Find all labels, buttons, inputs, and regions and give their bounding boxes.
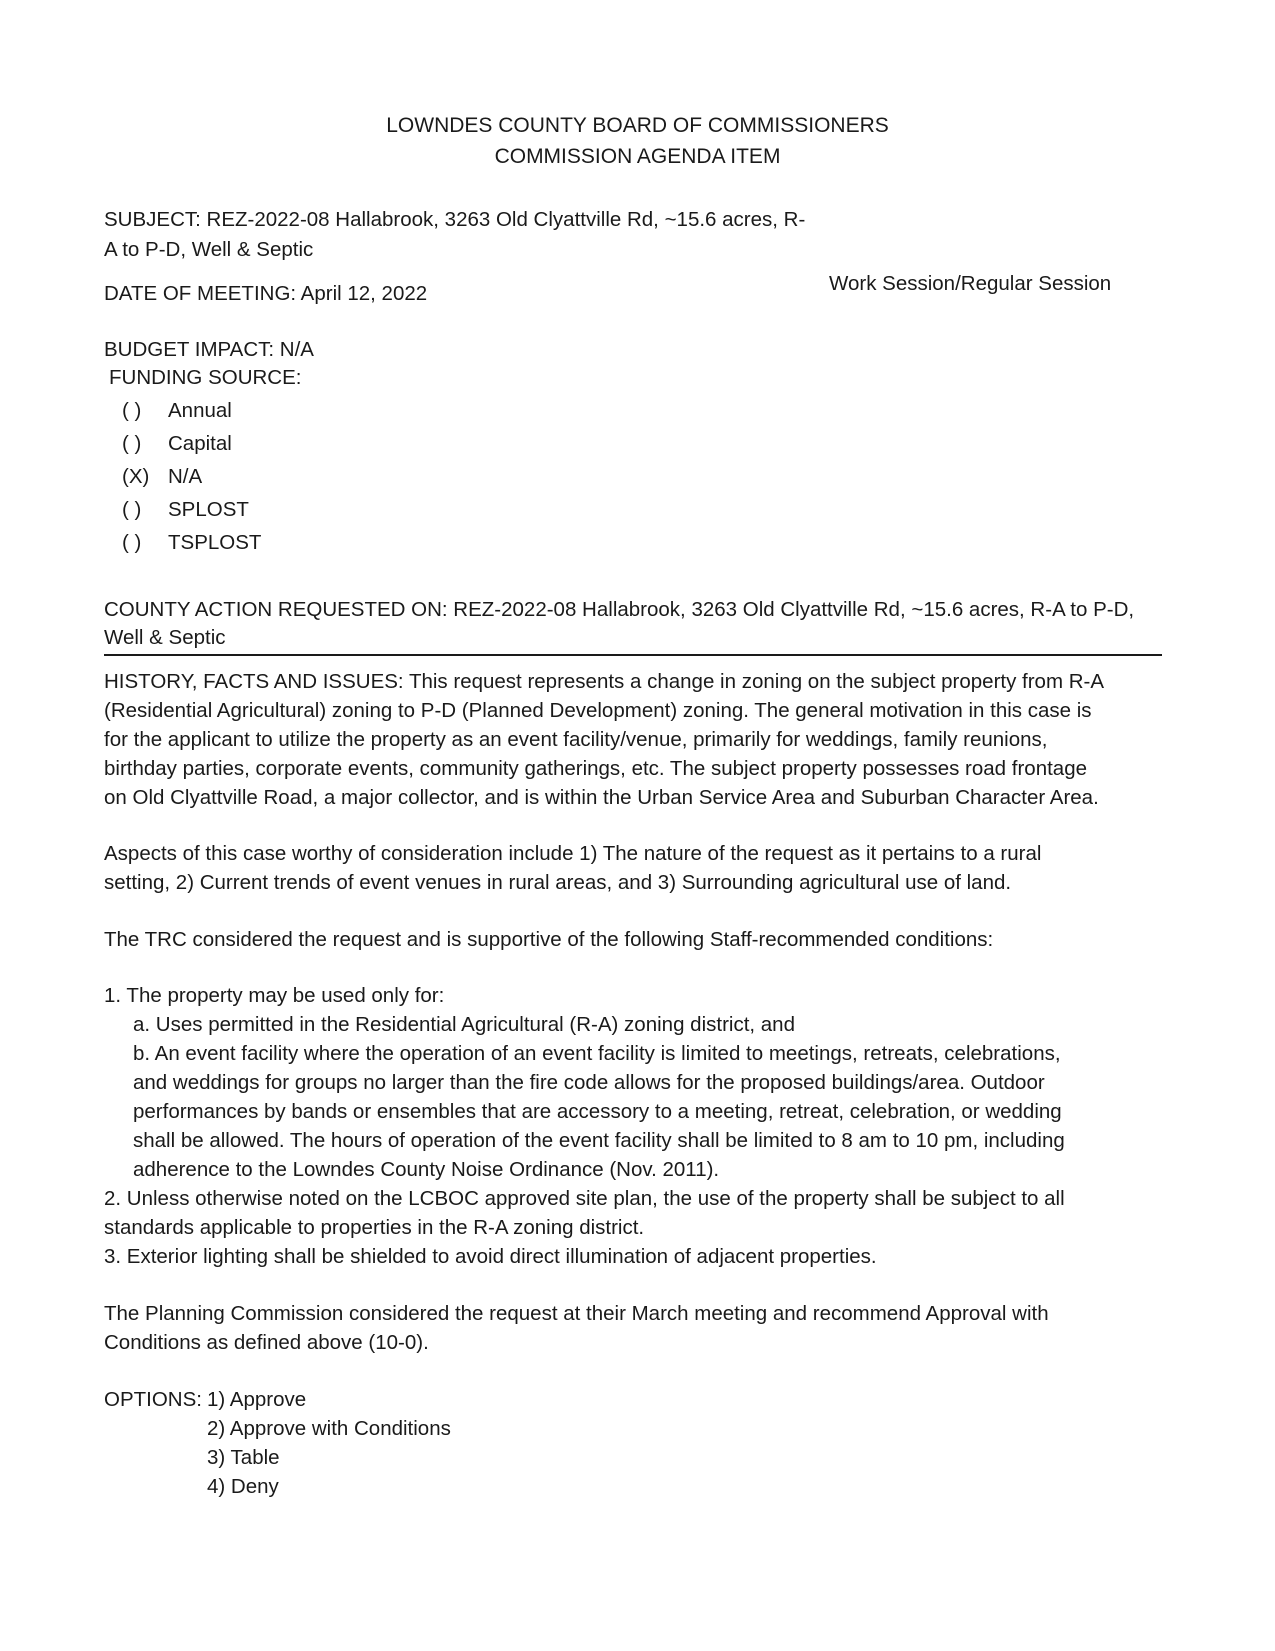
funding-checkbox-annual: ( ): [122, 399, 142, 422]
condition-1b-line: performances by bands or ensembles that are accessory to a meeting, retreat, celebration, or wedding: [133, 1100, 1062, 1123]
subject-line-2: A to P-D, Well & Septic: [104, 238, 314, 261]
option-item: 4) Deny: [207, 1475, 279, 1498]
document-subtitle: COMMISSION AGENDA ITEM: [494, 145, 781, 168]
planning-line: Conditions as defined above (10-0).: [104, 1331, 429, 1354]
funding-checkbox-tsplost: ( ): [122, 531, 142, 554]
condition-3: 3. Exterior lighting shall be shielded to avoid direct illumination of adjacent properties.: [104, 1245, 877, 1268]
history-line: birthday parties, corporate events, community gatherings, etc. The subject property possesses road frontage: [104, 757, 1087, 780]
funding-option-tsplost: TSPLOST: [168, 531, 262, 554]
condition-1b-line: b. An event facility where the operation of an event facility is limited to meetings, retreats, celebrations,: [133, 1042, 1061, 1065]
subject-line-1: SUBJECT: REZ-2022-08 Hallabrook, 3263 Old Clyattville Rd, ~15.6 acres, R-: [104, 208, 806, 231]
planning-line: The Planning Commission considered the request at their March meeting and recommend Approval with: [104, 1302, 1049, 1325]
document-title: LOWNDES COUNTY BOARD OF COMMISSIONERS: [386, 114, 889, 137]
section-divider: [104, 654, 1162, 656]
funding-source-label: FUNDING SOURCE:: [109, 366, 302, 389]
county-action-line-2: Well & Septic: [104, 626, 226, 649]
condition-2-line: 2. Unless otherwise noted on the LCBOC approved site plan, the use of the property shall be subject to all: [104, 1187, 1065, 1210]
condition-2-line: standards applicable to properties in the R-A zoning district.: [104, 1216, 645, 1239]
history-line: (Residential Agricultural) zoning to P-D (Planned Development) zoning. The general motivation in this case is: [104, 699, 1092, 722]
option-item: 3) Table: [207, 1446, 280, 1469]
funding-option-annual: Annual: [168, 399, 232, 422]
condition-1b-line: adherence to the Lowndes County Noise Ordinance (Nov. 2011).: [133, 1158, 720, 1181]
history-line: on Old Clyattville Road, a major collector, and is within the Urban Service Area and Suburban Character Area.: [104, 786, 1099, 809]
session-type: Work Session/Regular Session: [829, 272, 1112, 295]
option-item: 1) Approve: [207, 1388, 307, 1411]
trc-statement: The TRC considered the request and is supportive of the following Staff-recommended conditions:: [104, 928, 994, 951]
history-line: for the applicant to utilize the property as an event facility/venue, primarily for weddings, family reunions,: [104, 728, 1048, 751]
meeting-date: DATE OF MEETING: April 12, 2022: [104, 282, 428, 305]
county-action-line-1: COUNTY ACTION REQUESTED ON: REZ-2022-08 Hallabrook, 3263 Old Clyattville Rd, ~15.6 acres, R-A to P-D,: [104, 598, 1135, 621]
aspects-line: setting, 2) Current trends of event venues in rural areas, and 3) Surrounding agricultural use of land.: [104, 871, 1012, 894]
funding-option-capital: Capital: [168, 432, 232, 455]
funding-checkbox-na: (X): [122, 465, 150, 488]
funding-option-splost: SPLOST: [168, 498, 249, 521]
condition-1b-line: and weddings for groups no larger than the fire code allows for the proposed buildings/area. Outdoor: [133, 1071, 1045, 1094]
aspects-line: Aspects of this case worthy of consideration include 1) The nature of the request as it pertains to a rural: [104, 842, 1042, 865]
history-line: HISTORY, FACTS AND ISSUES: This request represents a change in zoning on the subject property from R-A: [104, 670, 1105, 693]
funding-option-na: N/A: [168, 465, 203, 488]
option-item: 2) Approve with Conditions: [207, 1417, 451, 1440]
condition-1: 1. The property may be used only for:: [104, 984, 445, 1007]
budget-impact: BUDGET IMPACT: N/A: [104, 338, 314, 361]
funding-checkbox-capital: ( ): [122, 432, 142, 455]
funding-checkbox-splost: ( ): [122, 498, 142, 521]
condition-1a: a. Uses permitted in the Residential Agricultural (R-A) zoning district, and: [133, 1013, 795, 1036]
condition-1b-line: shall be allowed. The hours of operation of the event facility shall be limited to 8 am to 10 pm, including: [133, 1129, 1065, 1152]
options-label: OPTIONS:: [104, 1388, 202, 1411]
